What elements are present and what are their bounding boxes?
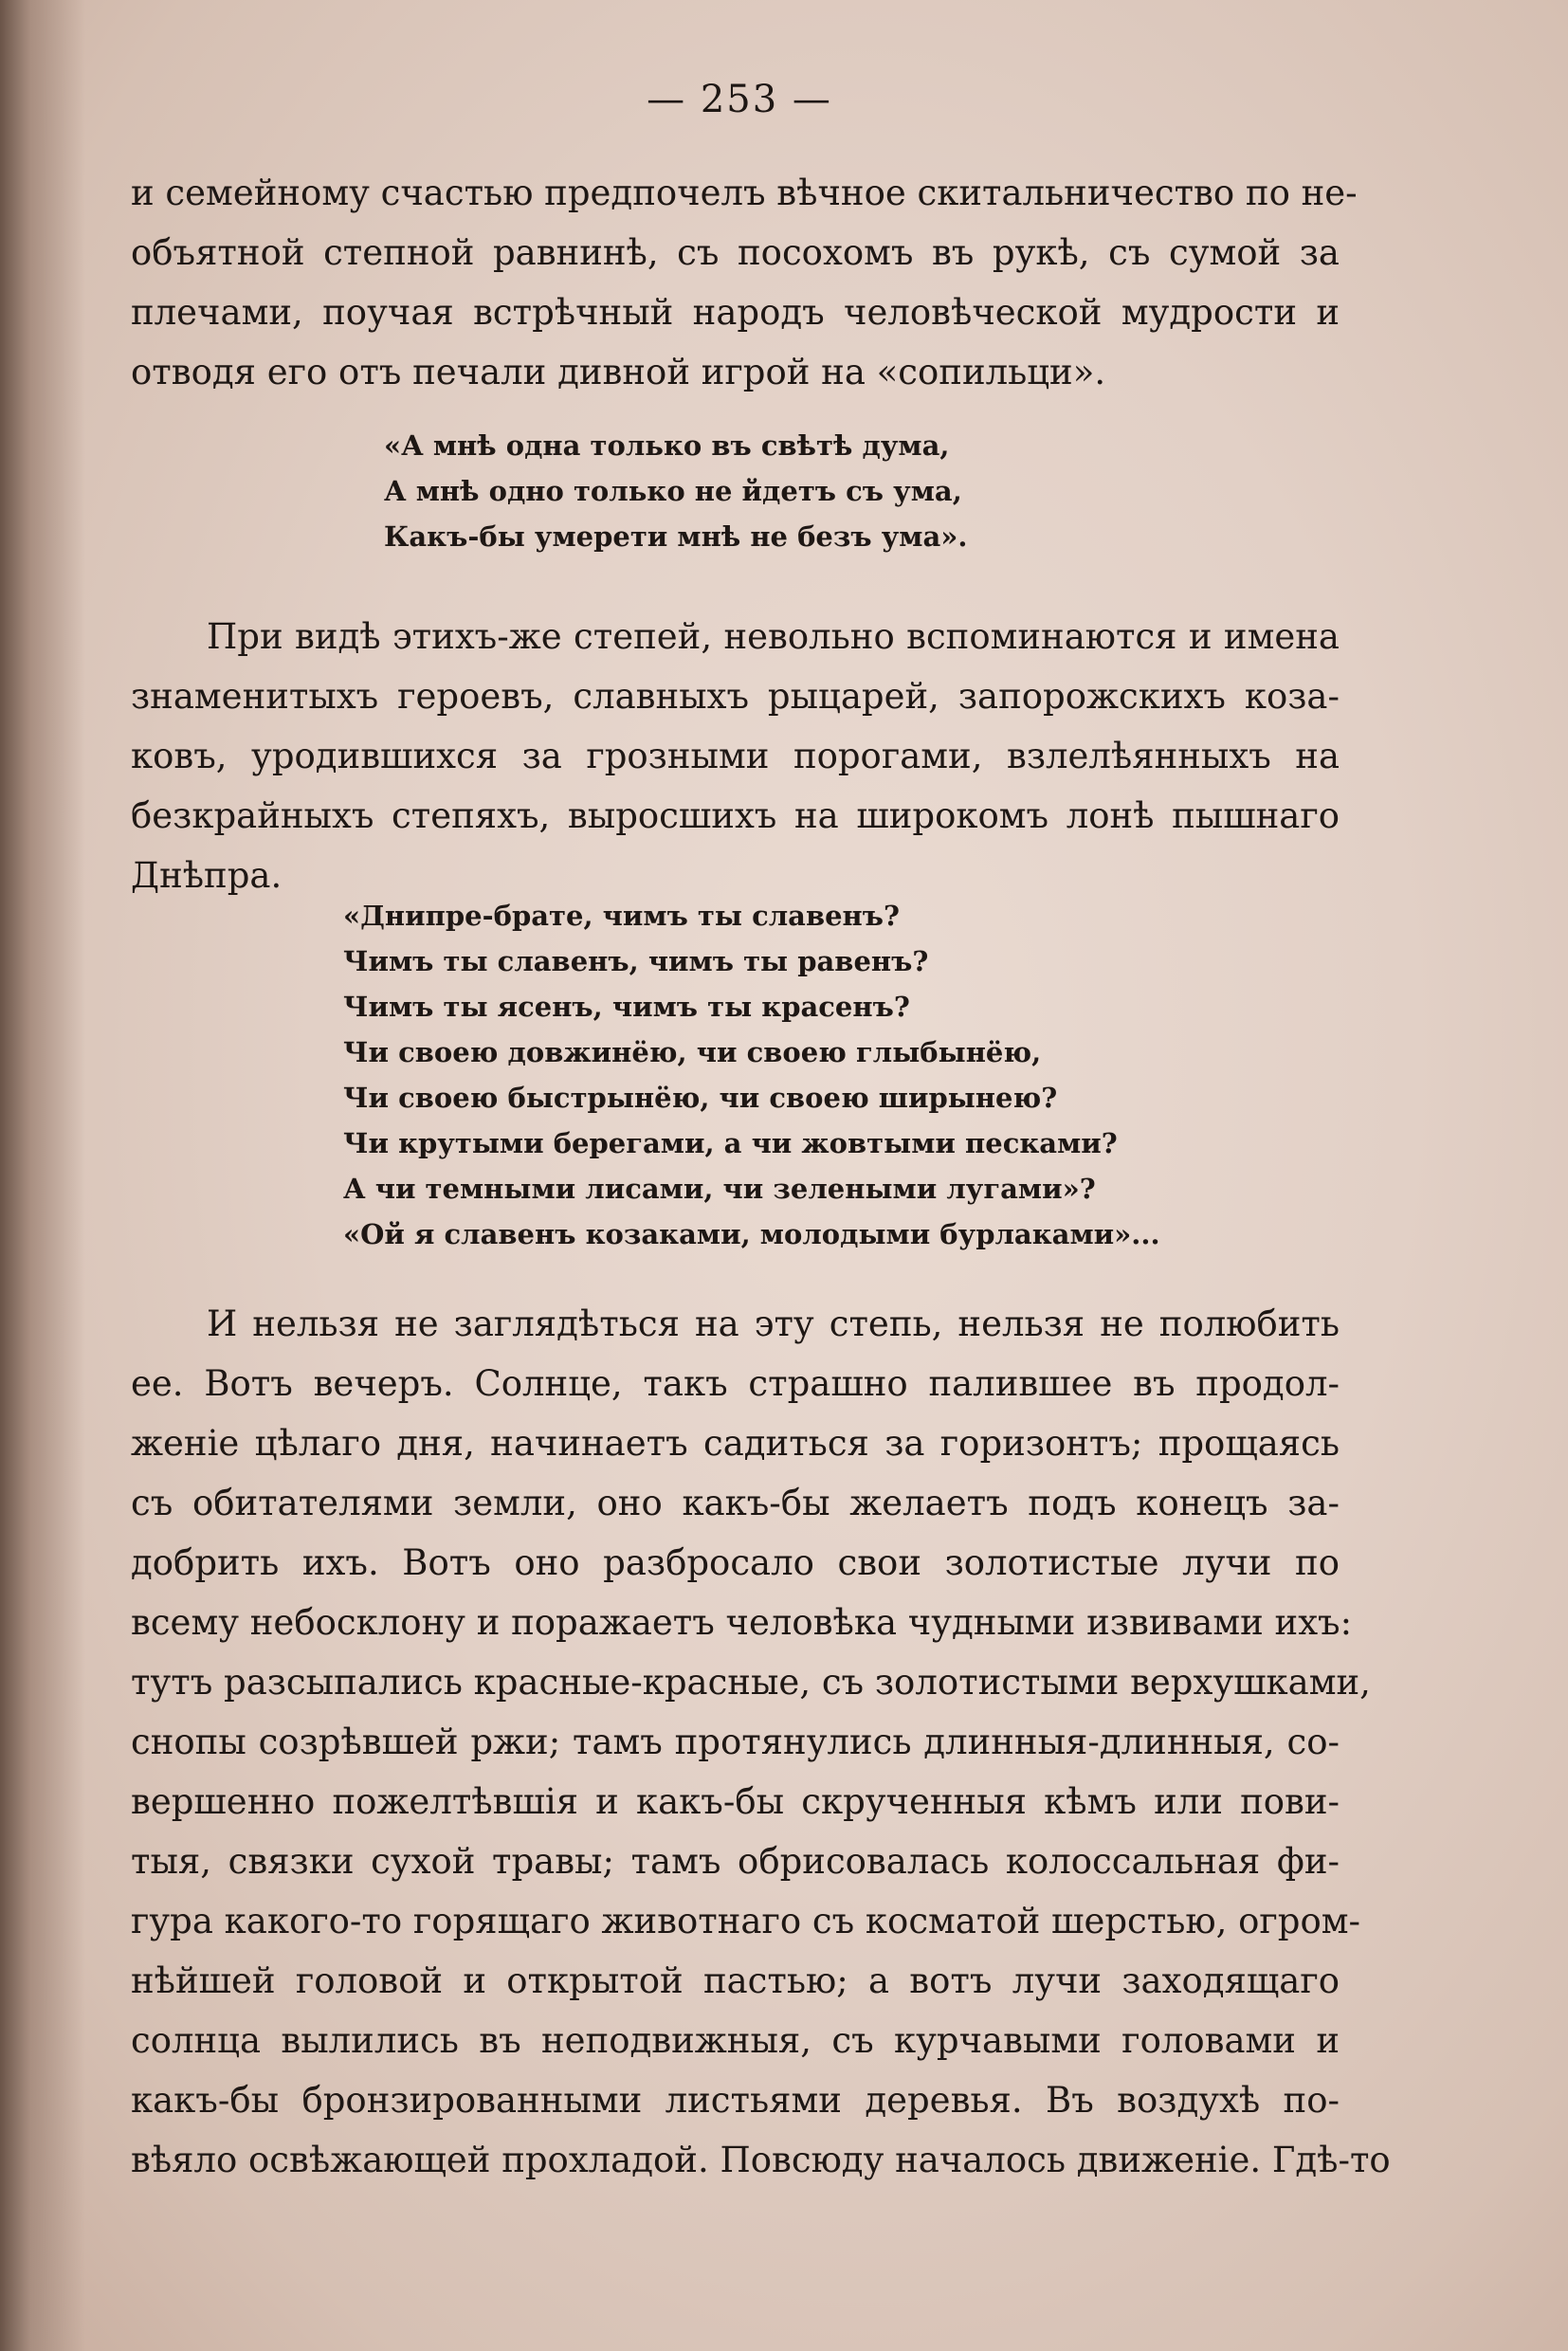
verse-line: «Днипре-брате, чимъ ты славенъ? [343,900,901,932]
paragraph-1 [131,163,1358,402]
text-line: знаменитыхъ героевъ, славныхъ рыцарей, запорожскихъ коза- [131,676,1340,717]
verse-line: Чи своею быстрынёю, чи своею ширынею? [343,1082,1058,1114]
verse-2 [343,893,1160,1257]
text-line: съ обитателями земли, оно какъ-бы желаетъ подъ конецъ за- [131,1483,1340,1523]
text-line: гура какого-то горящаго животнаго съ косматой шерстью, огром- [131,1901,1361,1941]
verse-line: Какъ-бы умерети мнѣ не безъ ума». [384,520,968,553]
verse-line: А мнѣ одно только не йдетъ съ ума, [384,475,962,507]
verse-line: Чи крутыми берегами, а чи жовтыми песками? [343,1127,1118,1159]
text-line: и семейному счастью предпочелъ вѣчное скитальничество по не- [131,173,1358,213]
verse-line: А чи темными лисами, чи зелеными лугами»? [343,1173,1096,1205]
text-line: При видѣ этихъ-же степей, невольно вспоминаются и имена [207,616,1340,657]
verse-1 [384,423,968,559]
text-line: плечами, поучая встрѣчный народъ человѣческой мудрости и [131,292,1340,333]
text-line: объятной степной равнинѣ, съ посохомъ въ рукѣ, съ сумой за [131,232,1340,273]
gutter-shadow [0,0,85,2351]
text-line: тутъ разсыпались красные-красные, съ золотистыми верхушками, [131,1662,1371,1703]
page-number: — 253 — [647,78,832,121]
text-line: безкрайныхъ степяхъ, выросшихъ на широкомъ лонѣ пышнаго [131,795,1340,836]
text-line: ковъ, уродившихся за грозными порогами, взлелѣянныхъ на [131,736,1340,776]
verse-line: «Ой я славенъ козаками, молодыми бурлаками»... [343,1218,1160,1250]
text-line: женіе цѣлаго дня, начинаетъ садиться за горизонтъ; прощаясь [131,1423,1340,1464]
text-line: ее. Вотъ вечеръ. Солнце, такъ страшно палившее въ продол- [131,1363,1340,1404]
text-line: какъ-бы бронзированными листьями деревья. Въ воздухѣ по- [131,2080,1340,2121]
text-line: нѣйшей головой и открытой пастью; а вотъ лучи заходящаго [131,1960,1340,2001]
text-line: всему небосклону и поражаетъ человѣка чудными извивами ихъ: [131,1602,1353,1643]
text-line: вѣяло освѣжающей прохладой. Повсюду началось движеніе. Гдѣ-то [131,2140,1391,2180]
paragraph-3 [131,1294,1391,2190]
text-line: отводя его отъ печали дивной игрой на «сопильци». [131,352,1106,392]
text-line: солнца вылились въ неподвижныя, съ курчавыми головами и [131,2020,1340,2061]
paragraph-2 [131,607,1340,905]
verse-line: Чимъ ты славенъ, чимъ ты равенъ? [343,945,929,977]
text-line: добрить ихъ. Вотъ оно разбросало свои золотистые лучи по [131,1542,1340,1583]
text-line: вершенно пожелтѣвшія и какъ-бы скрученныя кѣмъ или пови- [131,1781,1340,1822]
text-line: снопы созрѣвшей ржи; тамъ протянулись длинныя-длинныя, со- [131,1722,1340,1762]
verse-line: Чи своею довжинёю, чи своею глыбынёю, [343,1036,1042,1068]
text-line: Днѣпра. [131,855,283,896]
text-line: тыя, связки сухой травы; тамъ обрисовалась колоссальная фи- [131,1841,1340,1882]
text-line: И нельзя не заглядѣться на эту степь, нельзя не полюбить [207,1303,1340,1344]
verse-line: «А мнѣ одна только въ свѣтѣ дума, [384,429,950,462]
verse-line: Чимъ ты ясенъ, чимъ ты красенъ? [343,991,910,1023]
